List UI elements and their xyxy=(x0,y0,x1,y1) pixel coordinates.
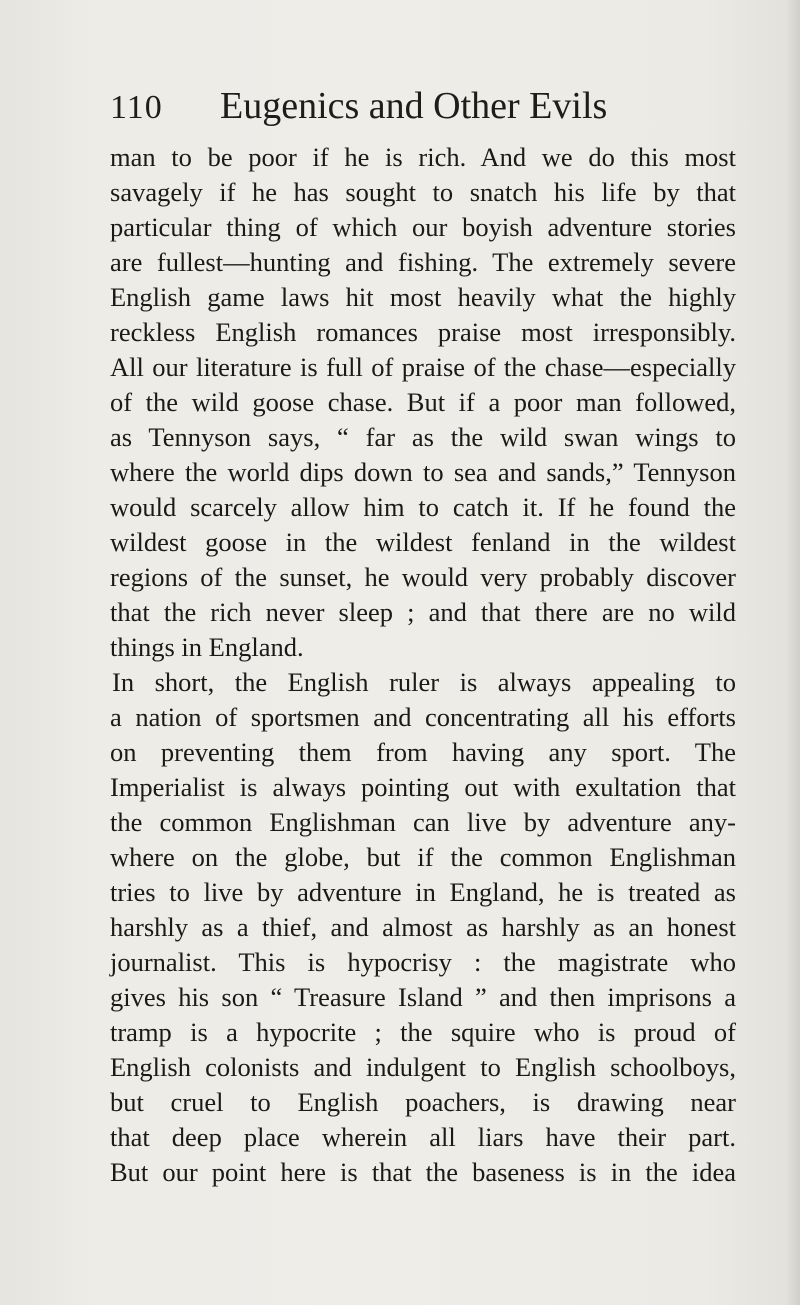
text-line: are fullest—hunting and fishing. The extremely severe xyxy=(110,247,736,277)
text-line: In short, the English ruler is always appealing to xyxy=(112,667,736,697)
page-header xyxy=(108,84,668,134)
text-line: Imperialist is always pointing out with exultation that xyxy=(110,772,736,802)
text-line: that deep place wherein all liars have their part. xyxy=(110,1122,736,1152)
paragraph-2 xyxy=(110,665,736,1190)
text-line: where the world dips down to sea and sands,” Tennyson xyxy=(110,457,736,487)
text-line: gives his son “ Treasure Island ” and then imprisons a xyxy=(110,982,736,1012)
text-line: But our point here is that the baseness is in the idea xyxy=(110,1157,736,1187)
text-line: on preventing them from having any sport. The xyxy=(110,737,736,767)
text-line: but cruel to English poachers, is drawing near xyxy=(110,1087,736,1117)
text-line: the common Englishman can live by adventure any- xyxy=(110,807,736,837)
text-line: All our literature is full of praise of the chase—especially xyxy=(110,352,736,382)
page-edge-shadow xyxy=(786,0,800,1305)
text-line: as Tennyson says, “ far as the wild swan wings to xyxy=(110,422,736,452)
text-line: that the rich never sleep ; and that there are no wild xyxy=(110,597,736,627)
text-line: would scarcely allow him to catch it. If he found the xyxy=(110,492,736,522)
text-line: reckless English romances praise most irresponsibly. xyxy=(110,317,736,347)
text-line: harshly as a thief, and almost as harshly as an honest xyxy=(110,912,736,942)
text-line: a nation of sportsmen and concentrating all his efforts xyxy=(110,702,736,732)
text-line: English game laws hit most heavily what the highly xyxy=(110,282,736,312)
paragraph-1 xyxy=(110,140,736,665)
text-line: things in England. xyxy=(110,632,304,662)
text-line: journalist. This is hypocrisy : the magistrate who xyxy=(110,947,736,977)
text-line: tries to live by adventure in England, he is treated as xyxy=(110,877,736,907)
text-line: particular thing of which our boyish adventure stories xyxy=(110,212,736,242)
page-number: 110 xyxy=(110,89,163,126)
text-line: man to be poor if he is rich. And we do this most xyxy=(110,142,736,172)
text-line: of the wild goose chase. But if a poor man followed, xyxy=(110,387,736,417)
running-title: Eugenics and Other Evils xyxy=(220,85,608,127)
text-line: savagely if he has sought to snatch his life by that xyxy=(110,177,736,207)
body-text xyxy=(110,140,736,1190)
text-line: tramp is a hypocrite ; the squire who is proud of xyxy=(110,1017,736,1047)
text-line: where on the globe, but if the common Englishman xyxy=(110,842,736,872)
text-line: wildest goose in the wildest fenland in the wildest xyxy=(110,527,736,557)
text-line: English colonists and indulgent to English schoolboys, xyxy=(110,1052,736,1082)
text-line: regions of the sunset, he would very probably discover xyxy=(110,562,736,592)
